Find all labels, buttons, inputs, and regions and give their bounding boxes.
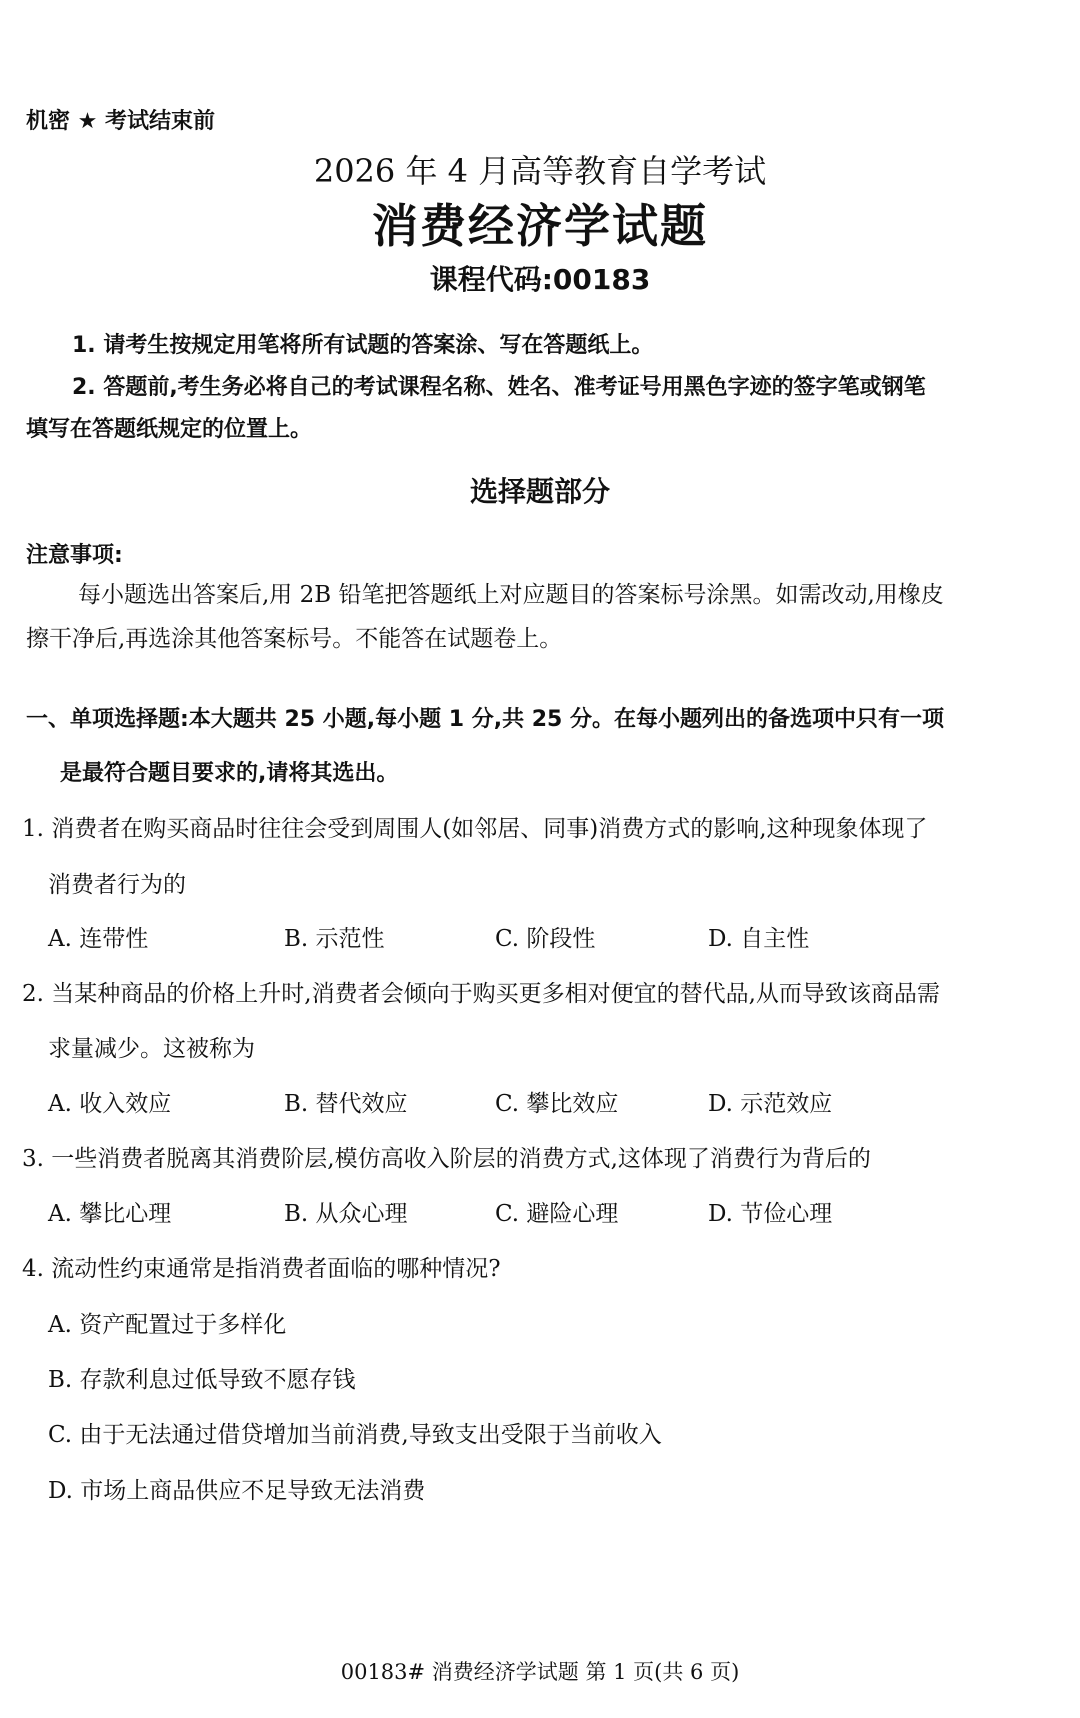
question-1-option-d[interactable]: D. 自主性: [708, 926, 810, 952]
part-heading-line-1: 一、单项选择题:本大题共 25 小题,每小题 1 分,共 25 分。在每小题列出的备选项中只有一项: [26, 707, 945, 732]
question-1-text: 1. 消费者在购买商品时往往会受到周围人(如邻居、同事)消费方式的影响,这种现象体现了: [22, 816, 928, 842]
question-3-option-c[interactable]: C. 避险心理: [495, 1201, 619, 1227]
confidential-label: 机密 ★ 考试结束前: [26, 109, 216, 134]
question-2-option-c[interactable]: C. 攀比效应: [495, 1091, 619, 1117]
question-2-option-b[interactable]: B. 替代效应: [284, 1091, 408, 1117]
question-4-option-b[interactable]: B. 存款利息过低导致不愿存钱: [48, 1367, 356, 1393]
question-1-option-b[interactable]: B. 示范性: [284, 926, 385, 952]
attention-label: 注意事项:: [26, 543, 123, 568]
question-2-text: 2. 当某种商品的价格上升时,消费者会倾向于购买更多相对便宜的替代品,从而导致该商品需: [22, 981, 940, 1007]
part-heading-line-2: 是最符合题目要求的,请将其选出。: [60, 761, 399, 786]
subject-title: 消费经济学试题: [372, 199, 708, 253]
instruction-item-2-line-2: 填写在答题纸规定的位置上。: [26, 417, 313, 442]
attention-text-line-2: 擦干净后,再选涂其他答案标号。不能答在试题卷上。: [26, 626, 563, 652]
question-1-text-continued: 消费者行为的: [48, 872, 186, 898]
question-1-option-a[interactable]: A. 连带性: [48, 926, 149, 952]
question-4-option-c[interactable]: C. 由于无法通过借贷增加当前消费,导致支出受限于当前收入: [48, 1422, 662, 1448]
question-4-option-a[interactable]: A. 资产配置过于多样化: [48, 1312, 287, 1338]
question-3-text: 3. 一些消费者脱离其消费阶层,模仿高收入阶层的消费方式,这体现了消费行为背后的: [22, 1146, 871, 1172]
section-title: 选择题部分: [469, 475, 610, 508]
question-4-text: 4. 流动性约束通常是指消费者面临的哪种情况?: [22, 1256, 501, 1282]
question-2-option-a[interactable]: A. 收入效应: [48, 1091, 172, 1117]
question-2-text-continued: 求量减少。这被称为: [48, 1036, 255, 1062]
instruction-item-1: 1. 请考生按规定用笔将所有试题的答案涂、写在答题纸上。: [72, 333, 654, 358]
question-3-option-b[interactable]: B. 从众心理: [284, 1201, 408, 1227]
course-code: 课程代码:00183: [429, 263, 651, 296]
instruction-item-2-line-1: 2. 答题前,考生务必将自己的考试课程名称、姓名、准考证号用黑色字迹的签字笔或钢笔: [72, 375, 926, 400]
question-3-option-d[interactable]: D. 节俭心理: [708, 1201, 833, 1227]
question-3-option-a[interactable]: A. 攀比心理: [48, 1201, 172, 1227]
exam-title: 2026 年 4 月高等教育自学考试: [313, 152, 767, 190]
question-2-option-d[interactable]: D. 示范效应: [708, 1091, 833, 1117]
page-footer: 00183# 消费经济学试题 第 1 页(共 6 页): [340, 1660, 740, 1684]
attention-text-line-1: 每小题选出答案后,用 2B 铅笔把答题纸上对应题目的答案标号涂黑。如需改动,用橡皮: [78, 582, 944, 608]
question-1-option-c[interactable]: C. 阶段性: [495, 926, 596, 952]
question-4-option-d[interactable]: D. 市场上商品供应不足导致无法消费: [48, 1478, 426, 1504]
